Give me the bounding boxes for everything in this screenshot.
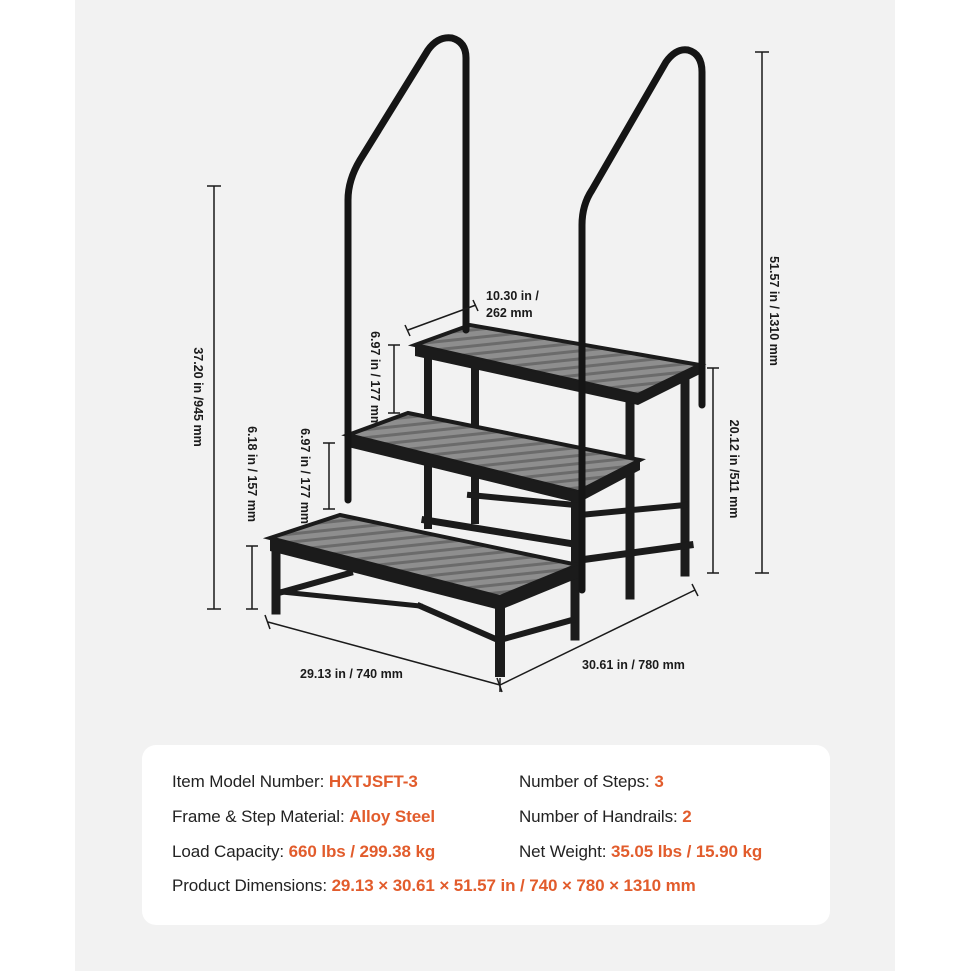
top-platform-height-label: 20.12 in /511 mm	[727, 419, 741, 519]
spec-weight	[519, 842, 762, 862]
spec-dimensions	[172, 876, 696, 896]
spec-handrails-label: Number of Handrails:	[519, 807, 678, 826]
width-label: 29.13 in / 740 mm	[300, 667, 403, 681]
spec-material-label: Frame & Step Material:	[172, 807, 345, 826]
spec-handrails	[519, 807, 692, 827]
spec-weight-value: 35.05 lbs / 15.90 kg	[611, 842, 763, 861]
middle-rise-label: 6.97 in / 177 mm	[298, 428, 312, 524]
spec-weight-label: Net Weight:	[519, 842, 607, 861]
spec-capacity	[172, 842, 435, 862]
overall-height-label: 51.57 in / 1310 mm	[767, 256, 781, 366]
tread-depth-label-mm: 262 mm	[486, 306, 533, 320]
spec-material-value: Alloy Steel	[349, 807, 436, 826]
tread-depth-label: 10.30 in /	[486, 289, 539, 303]
spec-steps	[519, 772, 664, 792]
spec-handrails-value: 2	[682, 807, 692, 826]
spec-model-label: Item Model Number:	[172, 772, 325, 791]
bottom-rise-label: 6.18 in / 157 mm	[245, 426, 259, 522]
upper-rise-label: 6.97 in / 177 mm	[368, 331, 382, 427]
spec-capacity-value: 660 lbs / 299.38 kg	[288, 842, 436, 861]
step-treads	[270, 325, 700, 610]
spec-material	[172, 807, 435, 827]
overall-step-height-label: 37.20 in /945 mm	[191, 347, 205, 447]
spec-model-value: HXTJSFT-3	[328, 772, 418, 791]
spec-model	[172, 772, 418, 792]
spec-card	[142, 745, 830, 925]
spec-steps-label: Number of Steps:	[519, 772, 650, 791]
length-label: 30.61 in / 780 mm	[582, 658, 685, 672]
spec-steps-value: 3	[654, 772, 664, 791]
spec-dimensions-value: 29.13 × 30.61 × 51.57 in / 740 × 780 × 1310 mm	[331, 876, 696, 895]
spec-capacity-label: Load Capacity:	[172, 842, 285, 861]
spec-dimensions-label: Product Dimensions:	[172, 876, 327, 895]
